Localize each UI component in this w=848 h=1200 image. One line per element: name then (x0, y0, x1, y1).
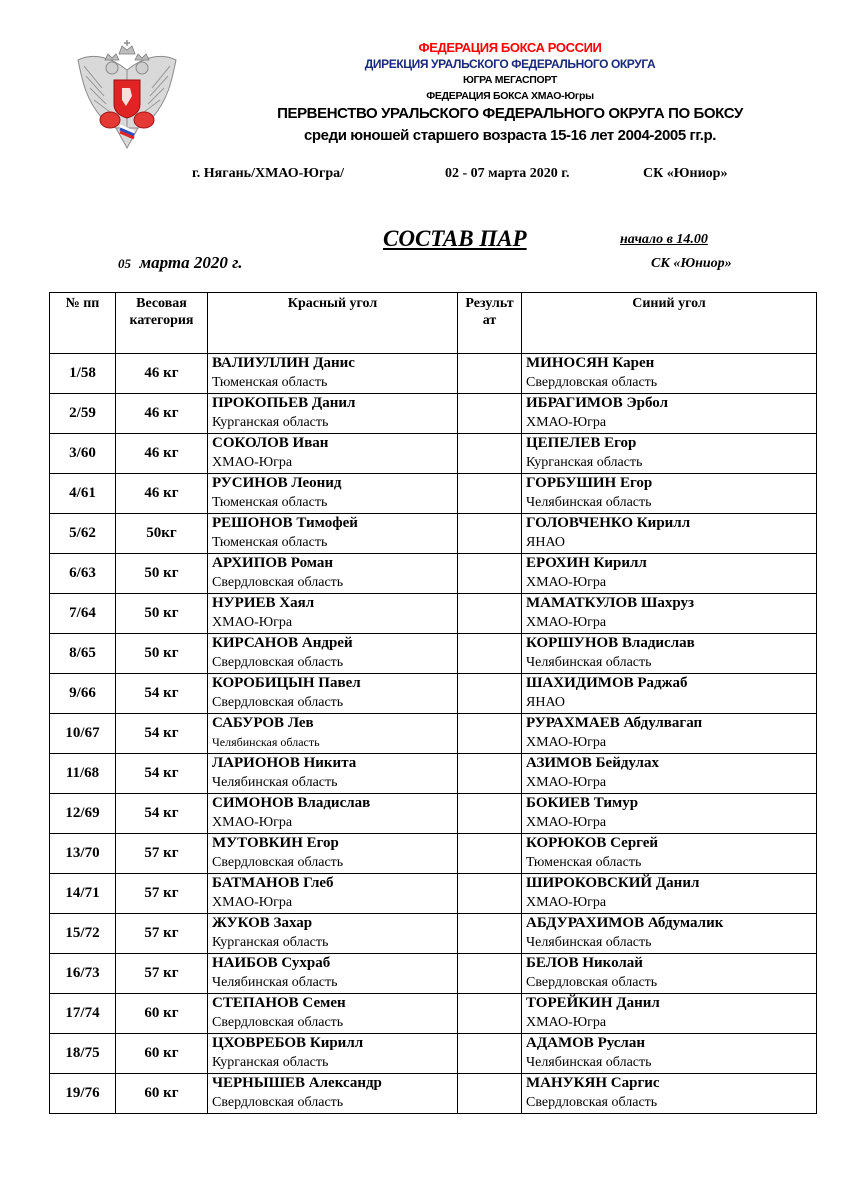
red-fighter-name: НУРИЕВ Хаял (212, 595, 315, 611)
weight-category: 57 кг (116, 954, 208, 994)
event-venue: СК «Юниор» (643, 166, 728, 181)
red-fighter-name: КОРОБИЦЫН Павел (212, 675, 361, 691)
red-fighter-name: МУТОВКИН Егор (212, 835, 339, 851)
blue-fighter-region: Челябинская область (526, 495, 652, 510)
header-red-corner: Красный угол (208, 293, 458, 354)
blue-fighter-name: АДАМОВ Руслан (526, 1035, 645, 1051)
bout-number: 18/75 (50, 1034, 116, 1074)
red-fighter-name: САБУРОВ Лев (212, 715, 314, 731)
blue-corner-fighter (522, 954, 817, 994)
red-corner-fighter (208, 634, 458, 674)
table-row (50, 954, 817, 994)
blue-corner-fighter (522, 554, 817, 594)
bout-number: 3/60 (50, 434, 116, 474)
red-corner-fighter (208, 1074, 458, 1114)
red-corner-fighter (208, 474, 458, 514)
weight-category: 57 кг (116, 834, 208, 874)
weight-category: 50 кг (116, 634, 208, 674)
red-corner-fighter (208, 594, 458, 634)
red-fighter-region: Тюменская область (212, 535, 328, 550)
result-cell[interactable] (458, 1034, 522, 1074)
result-cell[interactable] (458, 994, 522, 1034)
table-row (50, 474, 817, 514)
weight-category: 60 кг (116, 994, 208, 1034)
blue-fighter-name: АЗИМОВ Бейдулах (526, 755, 659, 771)
red-corner-fighter (208, 914, 458, 954)
bout-number: 9/66 (50, 674, 116, 714)
weight-category: 46 кг (116, 474, 208, 514)
blue-corner-fighter (522, 354, 817, 394)
red-fighter-name: СИМОНОВ Владислав (212, 795, 371, 811)
pairs-table (49, 292, 817, 1114)
blue-fighter-name: АБДУРАХИМОВ Абдумалик (526, 915, 724, 931)
session-venue: СК «Юниор» (651, 256, 732, 271)
red-fighter-region: Челябинская область (212, 735, 320, 749)
blue-fighter-region: Свердловская область (526, 975, 658, 990)
blue-fighter-name: МИНОСЯН Карен (526, 355, 655, 371)
table-row (50, 994, 817, 1034)
red-fighter-name: СТЕПАНОВ Семен (212, 995, 346, 1011)
blue-fighter-name: ГОЛОВЧЕНКО Кирилл (526, 515, 691, 531)
result-cell[interactable] (458, 674, 522, 714)
red-fighter-region: ХМАО-Югра (212, 615, 293, 630)
result-cell[interactable] (458, 354, 522, 394)
blue-fighter-name: БЕЛОВ Николай (526, 955, 643, 971)
red-fighter-region: ХМАО-Югра (212, 815, 293, 830)
blue-fighter-name: ШИРОКОВСКИЙ Данил (526, 875, 700, 891)
bout-number: 1/58 (50, 354, 116, 394)
table-row (50, 554, 817, 594)
blue-corner-fighter (522, 994, 817, 1034)
blue-fighter-region: Челябинская область (526, 1055, 652, 1070)
blue-fighter-name: РУРАХМАЕВ Абдулвагап (526, 715, 703, 731)
red-fighter-name: ЧЕРНЫШЕВ Александр (212, 1075, 382, 1091)
blue-fighter-name: ИБРАГИМОВ Эрбол (526, 395, 668, 411)
red-fighter-name: ПРОКОПЬЕВ Данил (212, 395, 356, 411)
result-cell[interactable] (458, 514, 522, 554)
blue-fighter-region: Свердловская область (526, 375, 658, 390)
result-cell[interactable] (458, 714, 522, 754)
result-cell[interactable] (458, 594, 522, 634)
red-fighter-region: Свердловская область (212, 855, 344, 870)
blue-fighter-region: ЯНАО (526, 695, 565, 710)
red-fighter-name: ЖУКОВ Захар (212, 915, 313, 931)
red-fighter-region: Свердловская область (212, 695, 344, 710)
blue-corner-fighter (522, 1034, 817, 1074)
red-corner-fighter (208, 674, 458, 714)
bout-number: 4/61 (50, 474, 116, 514)
weight-category: 60 кг (116, 1074, 208, 1114)
red-corner-fighter (208, 354, 458, 394)
red-corner-fighter (208, 434, 458, 474)
blue-fighter-region: ХМАО-Югра (526, 575, 607, 590)
red-fighter-name: БАТМАНОВ Глеб (212, 875, 334, 891)
blue-fighter-region: Свердловская область (526, 1095, 658, 1110)
red-fighter-region: Свердловская область (212, 575, 344, 590)
red-corner-fighter (208, 794, 458, 834)
blue-fighter-region: ХМАО-Югра (526, 1015, 607, 1030)
bout-number: 8/65 (50, 634, 116, 674)
red-fighter-region: ХМАО-Югра (212, 455, 293, 470)
table-row (50, 794, 817, 834)
blue-fighter-region: Челябинская область (526, 655, 652, 670)
table-row (50, 1034, 817, 1074)
blue-corner-fighter (522, 1074, 817, 1114)
red-fighter-region: Свердловская область (212, 1095, 344, 1110)
blue-corner-fighter (522, 474, 817, 514)
boxing-federation-emblem-icon (72, 40, 182, 152)
result-cell[interactable] (458, 1074, 522, 1114)
bout-number: 16/73 (50, 954, 116, 994)
blue-corner-fighter (522, 674, 817, 714)
table-row (50, 514, 817, 554)
blue-fighter-region: Челябинская область (526, 935, 652, 950)
blue-fighter-region: ХМАО-Югра (526, 895, 607, 910)
weight-category: 54 кг (116, 674, 208, 714)
red-fighter-region: Курганская область (212, 1055, 329, 1070)
result-cell[interactable] (458, 754, 522, 794)
blue-fighter-region: Тюменская область (526, 855, 642, 870)
sponsor-title: ЮГРА МЕГАСПОРТ (462, 74, 558, 86)
bout-number: 14/71 (50, 874, 116, 914)
weight-category: 57 кг (116, 914, 208, 954)
table-row (50, 714, 817, 754)
blue-fighter-name: КОРШУНОВ Владислав (526, 635, 695, 651)
table-row (50, 914, 817, 954)
red-fighter-region: Челябинская область (212, 775, 338, 790)
red-fighter-name: СОКОЛОВ Иван (212, 435, 329, 451)
weight-category: 54 кг (116, 754, 208, 794)
table-row (50, 834, 817, 874)
red-corner-fighter (208, 1034, 458, 1074)
bout-number: 15/72 (50, 914, 116, 954)
result-cell[interactable] (458, 834, 522, 874)
table-row (50, 1074, 817, 1114)
page-title: СОСТАВ ПАР (383, 226, 527, 251)
bout-number: 12/69 (50, 794, 116, 834)
blue-fighter-name: МАНУКЯН Саргис (526, 1075, 660, 1091)
blue-fighter-name: ТОРЕЙКИН Данил (526, 995, 660, 1011)
blue-corner-fighter (522, 834, 817, 874)
red-corner-fighter (208, 954, 458, 994)
table-row (50, 434, 817, 474)
start-time: начало в 14.00 (620, 232, 708, 247)
result-cell[interactable] (458, 474, 522, 514)
blue-corner-fighter (522, 714, 817, 754)
blue-corner-fighter (522, 634, 817, 674)
blue-fighter-region: ХМАО-Югра (526, 815, 607, 830)
red-fighter-region: Свердловская область (212, 1015, 344, 1030)
red-fighter-region: Тюменская область (212, 375, 328, 390)
bout-number: 19/76 (50, 1074, 116, 1114)
red-fighter-name: ВАЛИУЛЛИН Данис (212, 355, 355, 371)
bout-number: 13/70 (50, 834, 116, 874)
championship-title: ПЕРВЕНСТВО УРАЛЬСКОГО ФЕДЕРАЛЬНОГО ОКРУГА ПО БОКСУ (277, 105, 743, 122)
blue-corner-fighter (522, 394, 817, 434)
red-fighter-name: ЦХОВРЕБОВ Кирилл (212, 1035, 364, 1051)
red-corner-fighter (208, 874, 458, 914)
weight-category: 57 кг (116, 874, 208, 914)
bout-number: 17/74 (50, 994, 116, 1034)
table-row (50, 754, 817, 794)
blue-fighter-name: МАМАТКУЛОВ Шахруз (526, 595, 695, 611)
weight-category: 46 кг (116, 434, 208, 474)
event-city: г. Нягань/ХМАО-Югра/ (192, 166, 345, 181)
blue-fighter-name: ЕРОХИН Кирилл (526, 555, 647, 571)
result-cell[interactable] (458, 874, 522, 914)
blue-fighter-region: ХМАО-Югра (526, 415, 607, 430)
blue-corner-fighter (522, 874, 817, 914)
blue-fighter-name: БОКИЕВ Тимур (526, 795, 639, 811)
red-corner-fighter (208, 714, 458, 754)
regional-federation-title: ФЕДЕРАЦИЯ БОКСА ХМАО-Югры (426, 90, 594, 102)
table-row (50, 874, 817, 914)
blue-fighter-region: ЯНАО (526, 535, 565, 550)
weight-category: 50 кг (116, 554, 208, 594)
blue-corner-fighter (522, 594, 817, 634)
result-cell[interactable] (458, 394, 522, 434)
result-cell[interactable] (458, 554, 522, 594)
blue-fighter-name: ЦЕПЕЛЕВ Егор (526, 435, 637, 451)
bout-number: 2/59 (50, 394, 116, 434)
blue-fighter-region: ХМАО-Югра (526, 615, 607, 630)
session-date (118, 253, 242, 273)
bout-number: 11/68 (50, 754, 116, 794)
table-row (50, 634, 817, 674)
weight-category: 54 кг (116, 714, 208, 754)
red-corner-fighter (208, 554, 458, 594)
bout-number: 5/62 (50, 514, 116, 554)
bout-number: 7/64 (50, 594, 116, 634)
red-corner-fighter (208, 394, 458, 434)
directorate-title: ДИРЕКЦИЯ УРАЛЬСКОГО ФЕДЕРАЛЬНОГО ОКРУГА (364, 57, 656, 71)
table-row (50, 594, 817, 634)
result-cell[interactable] (458, 634, 522, 674)
header-result: Результат (458, 293, 522, 354)
red-fighter-name: АРХИПОВ Роман (212, 555, 334, 571)
session-day: 05 (118, 256, 131, 271)
red-fighter-region: ХМАО-Югра (212, 895, 293, 910)
blue-fighter-name: ГОРБУШИН Егор (526, 475, 653, 491)
red-fighter-name: НАИБОВ Сухраб (212, 955, 331, 971)
blue-fighter-region: Курганская область (526, 455, 643, 470)
weight-category: 50кг (116, 514, 208, 554)
blue-corner-fighter (522, 514, 817, 554)
header-blue-corner: Синий угол (522, 293, 817, 354)
blue-corner-fighter (522, 754, 817, 794)
red-fighter-name: РУСИНОВ Леонид (212, 475, 342, 491)
blue-corner-fighter (522, 794, 817, 834)
red-fighter-region: Курганская область (212, 935, 329, 950)
header-num: № пп (50, 293, 116, 354)
red-fighter-region: Челябинская область (212, 975, 338, 990)
red-corner-fighter (208, 994, 458, 1034)
bout-number: 10/67 (50, 714, 116, 754)
header-weight: Весовая категория (116, 293, 208, 354)
blue-corner-fighter (522, 914, 817, 954)
red-corner-fighter (208, 754, 458, 794)
red-fighter-name: ЛАРИОНОВ Никита (212, 755, 357, 771)
result-cell[interactable] (458, 794, 522, 834)
table-row (50, 354, 817, 394)
blue-fighter-name: ШАХИДИМОВ Раджаб (526, 675, 688, 691)
table-header-row (50, 293, 817, 354)
session-month-year: марта 2020 г. (139, 253, 243, 272)
weight-category: 50 кг (116, 594, 208, 634)
red-fighter-region: Тюменская область (212, 495, 328, 510)
result-cell[interactable] (458, 434, 522, 474)
result-cell[interactable] (458, 954, 522, 994)
weight-category: 46 кг (116, 354, 208, 394)
weight-category: 54 кг (116, 794, 208, 834)
red-fighter-name: РЕШОНОВ Тимофей (212, 515, 358, 531)
red-fighter-region: Курганская область (212, 415, 329, 430)
red-corner-fighter (208, 514, 458, 554)
table-row (50, 674, 817, 714)
event-dates: 02 - 07 марта 2020 г. (445, 166, 570, 181)
federation-title: ФЕДЕРАЦИЯ БОКСА РОССИИ (418, 40, 602, 55)
blue-fighter-name: КОРЮКОВ Сергей (526, 835, 659, 851)
red-fighter-name: КИРСАНОВ Андрей (212, 635, 353, 651)
weight-category: 60 кг (116, 1034, 208, 1074)
red-corner-fighter (208, 834, 458, 874)
result-cell[interactable] (458, 914, 522, 954)
blue-fighter-region: ХМАО-Югра (526, 735, 607, 750)
weight-category: 46 кг (116, 394, 208, 434)
age-category-subtitle: среди юношей старшего возраста 15-16 лет 2004-2005 гг.р. (303, 127, 717, 144)
red-fighter-region: Свердловская область (212, 655, 344, 670)
blue-corner-fighter (522, 434, 817, 474)
bout-number: 6/63 (50, 554, 116, 594)
blue-fighter-region: ХМАО-Югра (526, 775, 607, 790)
table-row (50, 394, 817, 434)
